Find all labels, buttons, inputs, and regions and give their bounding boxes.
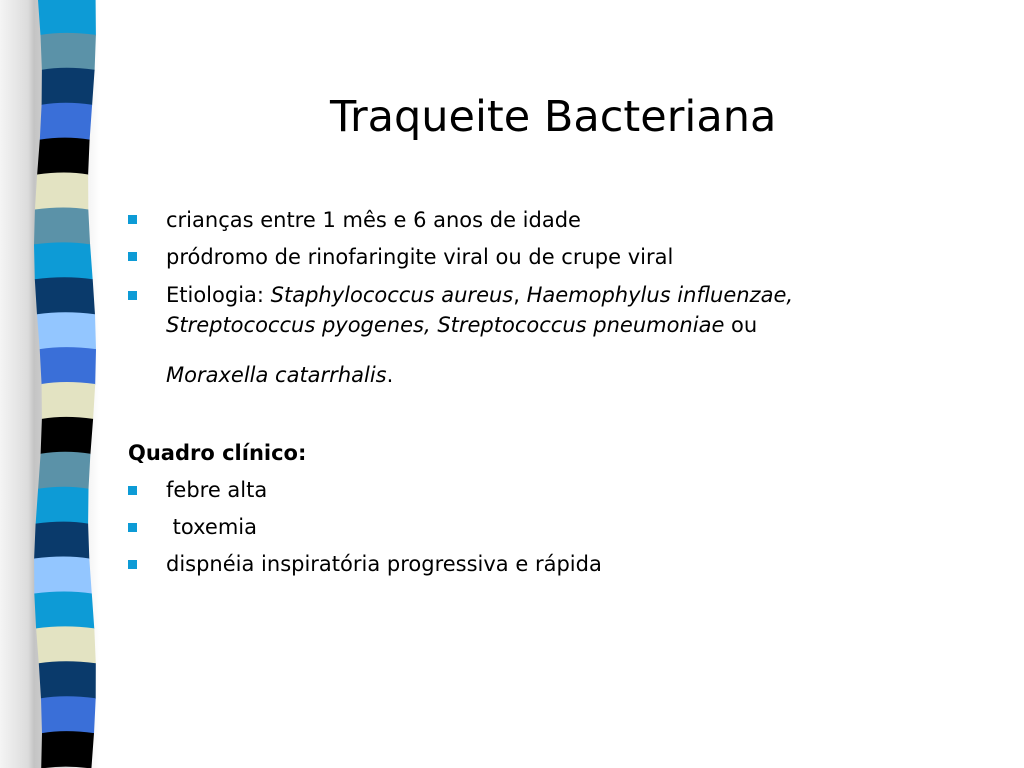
bullet-square-icon	[128, 560, 137, 569]
bullet-square-icon	[128, 291, 137, 300]
etiology-line-3	[166, 362, 393, 388]
bullet-square-icon	[128, 523, 137, 532]
stripe-segment	[42, 382, 96, 420]
slide-title: Traqueite Bacteriana	[330, 92, 777, 142]
stripe-segment	[40, 347, 96, 385]
stripe-segment	[34, 242, 93, 280]
stripe-segment	[41, 696, 96, 734]
organism-haemophylus: Haemophylus influenzae,	[526, 283, 794, 307]
stripe-segment	[34, 592, 94, 630]
clinical-bullet-text: toxemia	[166, 515, 257, 539]
stripe-segment	[42, 68, 95, 106]
etiology-line-1	[166, 282, 793, 308]
organism-streptococcus: Streptococcus pyogenes, Streptococcus pneumoniae	[166, 313, 725, 337]
stripe-segment	[39, 661, 96, 699]
bullet-square-icon	[128, 486, 137, 495]
decorative-stripe	[0, 0, 118, 768]
stripe-segment	[34, 522, 89, 560]
stripe-segment	[35, 173, 88, 211]
stripe-segment	[37, 138, 90, 176]
bullet-text: pródromo de rinofaringite viral ou de crupe viral	[166, 245, 674, 269]
period: .	[386, 363, 394, 387]
stripe-segment	[38, 0, 96, 36]
organism-moraxella: Moraxella catarrhalis	[166, 363, 387, 387]
separator: ,	[513, 283, 527, 307]
etiology-line-2	[166, 312, 757, 338]
stripe-segment	[38, 452, 90, 490]
organism-staphylococcus: Staphylococcus aureus	[270, 283, 514, 307]
stripe-segment	[41, 417, 94, 455]
section-heading: Quadro clínico:	[128, 441, 307, 465]
decorative-stripe-background	[0, 0, 118, 768]
stripe-segment	[34, 557, 92, 595]
stripe-segment	[41, 33, 96, 71]
etiology-label: Etiologia:	[166, 283, 271, 307]
clinical-bullet-text: dispnéia inspiratória progressiva e rápida	[166, 552, 602, 576]
bullet-square-icon	[128, 252, 137, 261]
bullet-text: crianças entre 1 mês e 6 anos de idade	[166, 208, 581, 232]
stripe-segment	[37, 312, 96, 350]
stripe-segment	[40, 103, 92, 141]
stripe-segment	[35, 277, 95, 315]
conjunction: ou	[724, 313, 758, 337]
stripe-segment	[36, 626, 96, 664]
stripe-segment	[36, 487, 89, 525]
clinical-bullet-text: febre alta	[166, 478, 268, 502]
stripe-segment	[41, 731, 94, 768]
stripe-segment	[34, 208, 90, 246]
bullet-square-icon	[128, 215, 137, 224]
